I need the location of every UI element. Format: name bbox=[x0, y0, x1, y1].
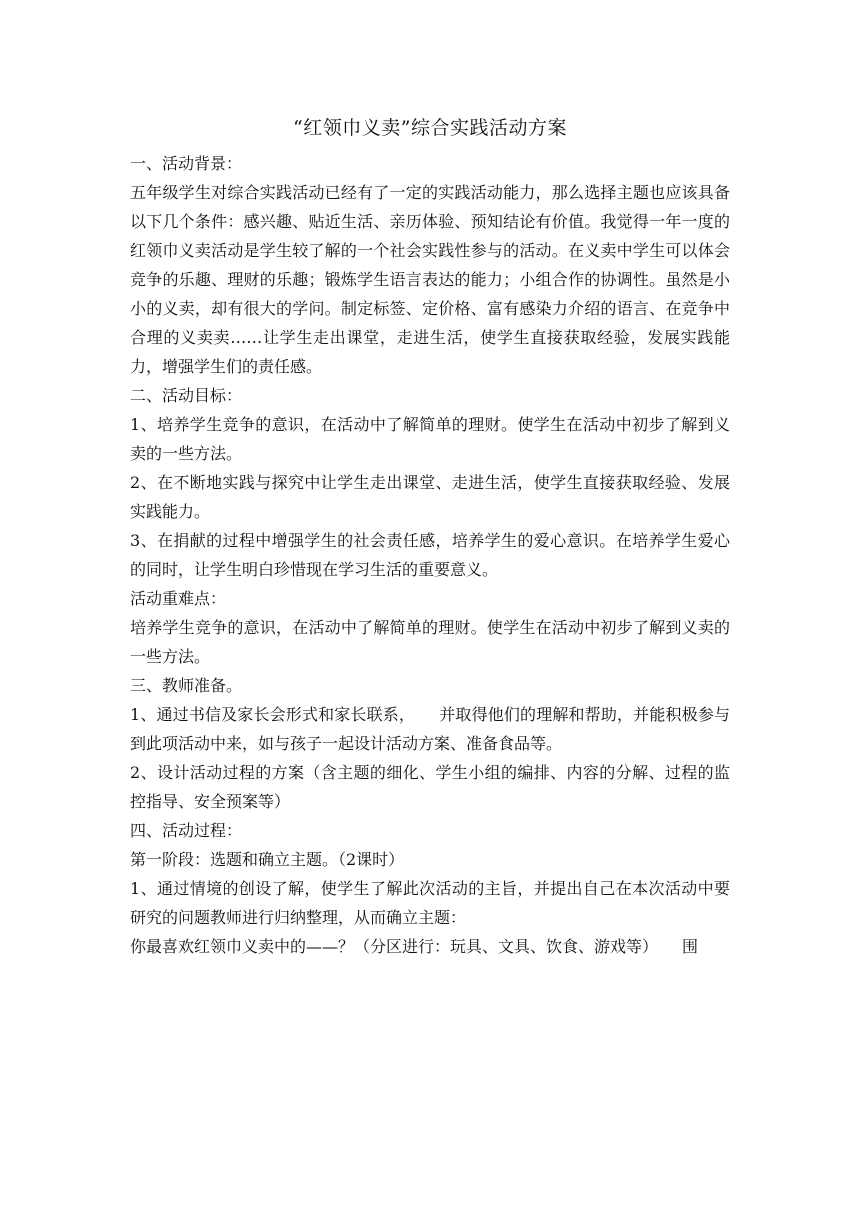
paragraph-background: 五年级学生对综合实践活动已经有了一定的实践活动能力，那么选择主题也应该具备以下几个条件：感兴趣、贴近生活、亲历体验、预知结论有价值。我觉得一年一度的红领巾义卖活动是学生较了解的一个社会实践性参与的活动。在义卖中学生可以体会竞争的乐趣、理财的乐趣；锻炼学生语言表达的能力；小组合作的协调性。虽然是小小的义卖，却有很大的学问。制定标签、定价格、富有感染力介绍的语言、在竞争中合理的义卖卖……让学生走出课堂，走进生活，使学生直接获取经验，发展实践能力，增强学生们的责任感。 bbox=[130, 183, 730, 376]
teacher-prep-1-part-b: 并取得他们的理解和帮助，并能积极参与到此项活动中来，如与孩子一起设计活动方案、准备食品等。 bbox=[130, 705, 730, 753]
paragraph-goal-1: 1、培养学生竞争的意识，在活动中了解简单的理财。使学生在活动中初步了解到义卖的一些方法。 bbox=[130, 415, 730, 463]
paragraph-key-points: 培养学生竞争的意识，在活动中了解简单的理财。使学生在活动中初步了解到义卖的一些方法。 bbox=[130, 618, 730, 666]
teacher-prep-1-part-a: 1、通过书信及家长会形式和家长联系， bbox=[130, 705, 416, 724]
paragraph-stage-1-step-1: 1、通过情境的创设了解，使学生了解此次活动的主旨，并提出自己在本次活动中要研究的问题教师进行归纳整理，从而确立主题： bbox=[130, 879, 730, 927]
section-heading-goals: 二、活动目标： bbox=[130, 386, 243, 405]
section-heading-process: 四、活动过程： bbox=[130, 821, 243, 840]
section-heading-background: 一、活动背景： bbox=[130, 154, 243, 173]
paragraph-teacher-prep-2: 2、设计活动过程的方案（含主题的细化、学生小组的编排、内容的分解、过程的监控指导、安全预案等） bbox=[130, 763, 730, 811]
section-heading-key-points: 活动重难点： bbox=[130, 589, 227, 608]
last-line-part-a: 你最喜欢红领巾义卖中的——？（分区进行：玩具、文具、饮食、游戏等） bbox=[130, 937, 659, 956]
paragraph-teacher-prep-1 bbox=[130, 700, 730, 758]
section-heading-teacher-prep: 三、教师准备。 bbox=[130, 676, 243, 695]
paragraph-last-line bbox=[130, 932, 730, 961]
paragraph-goal-2: 2、在不断地实践与探究中让学生走出课堂、走进生活，使学生直接获取经验、发展实践能力。 bbox=[130, 473, 730, 521]
last-line-part-b: 围 bbox=[682, 937, 699, 956]
paragraph-goal-3: 3、在捐献的过程中增强学生的社会责任感，培养学生的爱心意识。在培养学生爱心的同时，让学生明白珍惜现在学习生活的重要意义。 bbox=[130, 531, 730, 579]
document-body bbox=[130, 149, 730, 961]
document-title: “红领巾义卖”综合实践活动方案 bbox=[293, 117, 567, 139]
paragraph-stage-1: 第一阶段：选题和确立主题。（2课时） bbox=[130, 850, 405, 869]
